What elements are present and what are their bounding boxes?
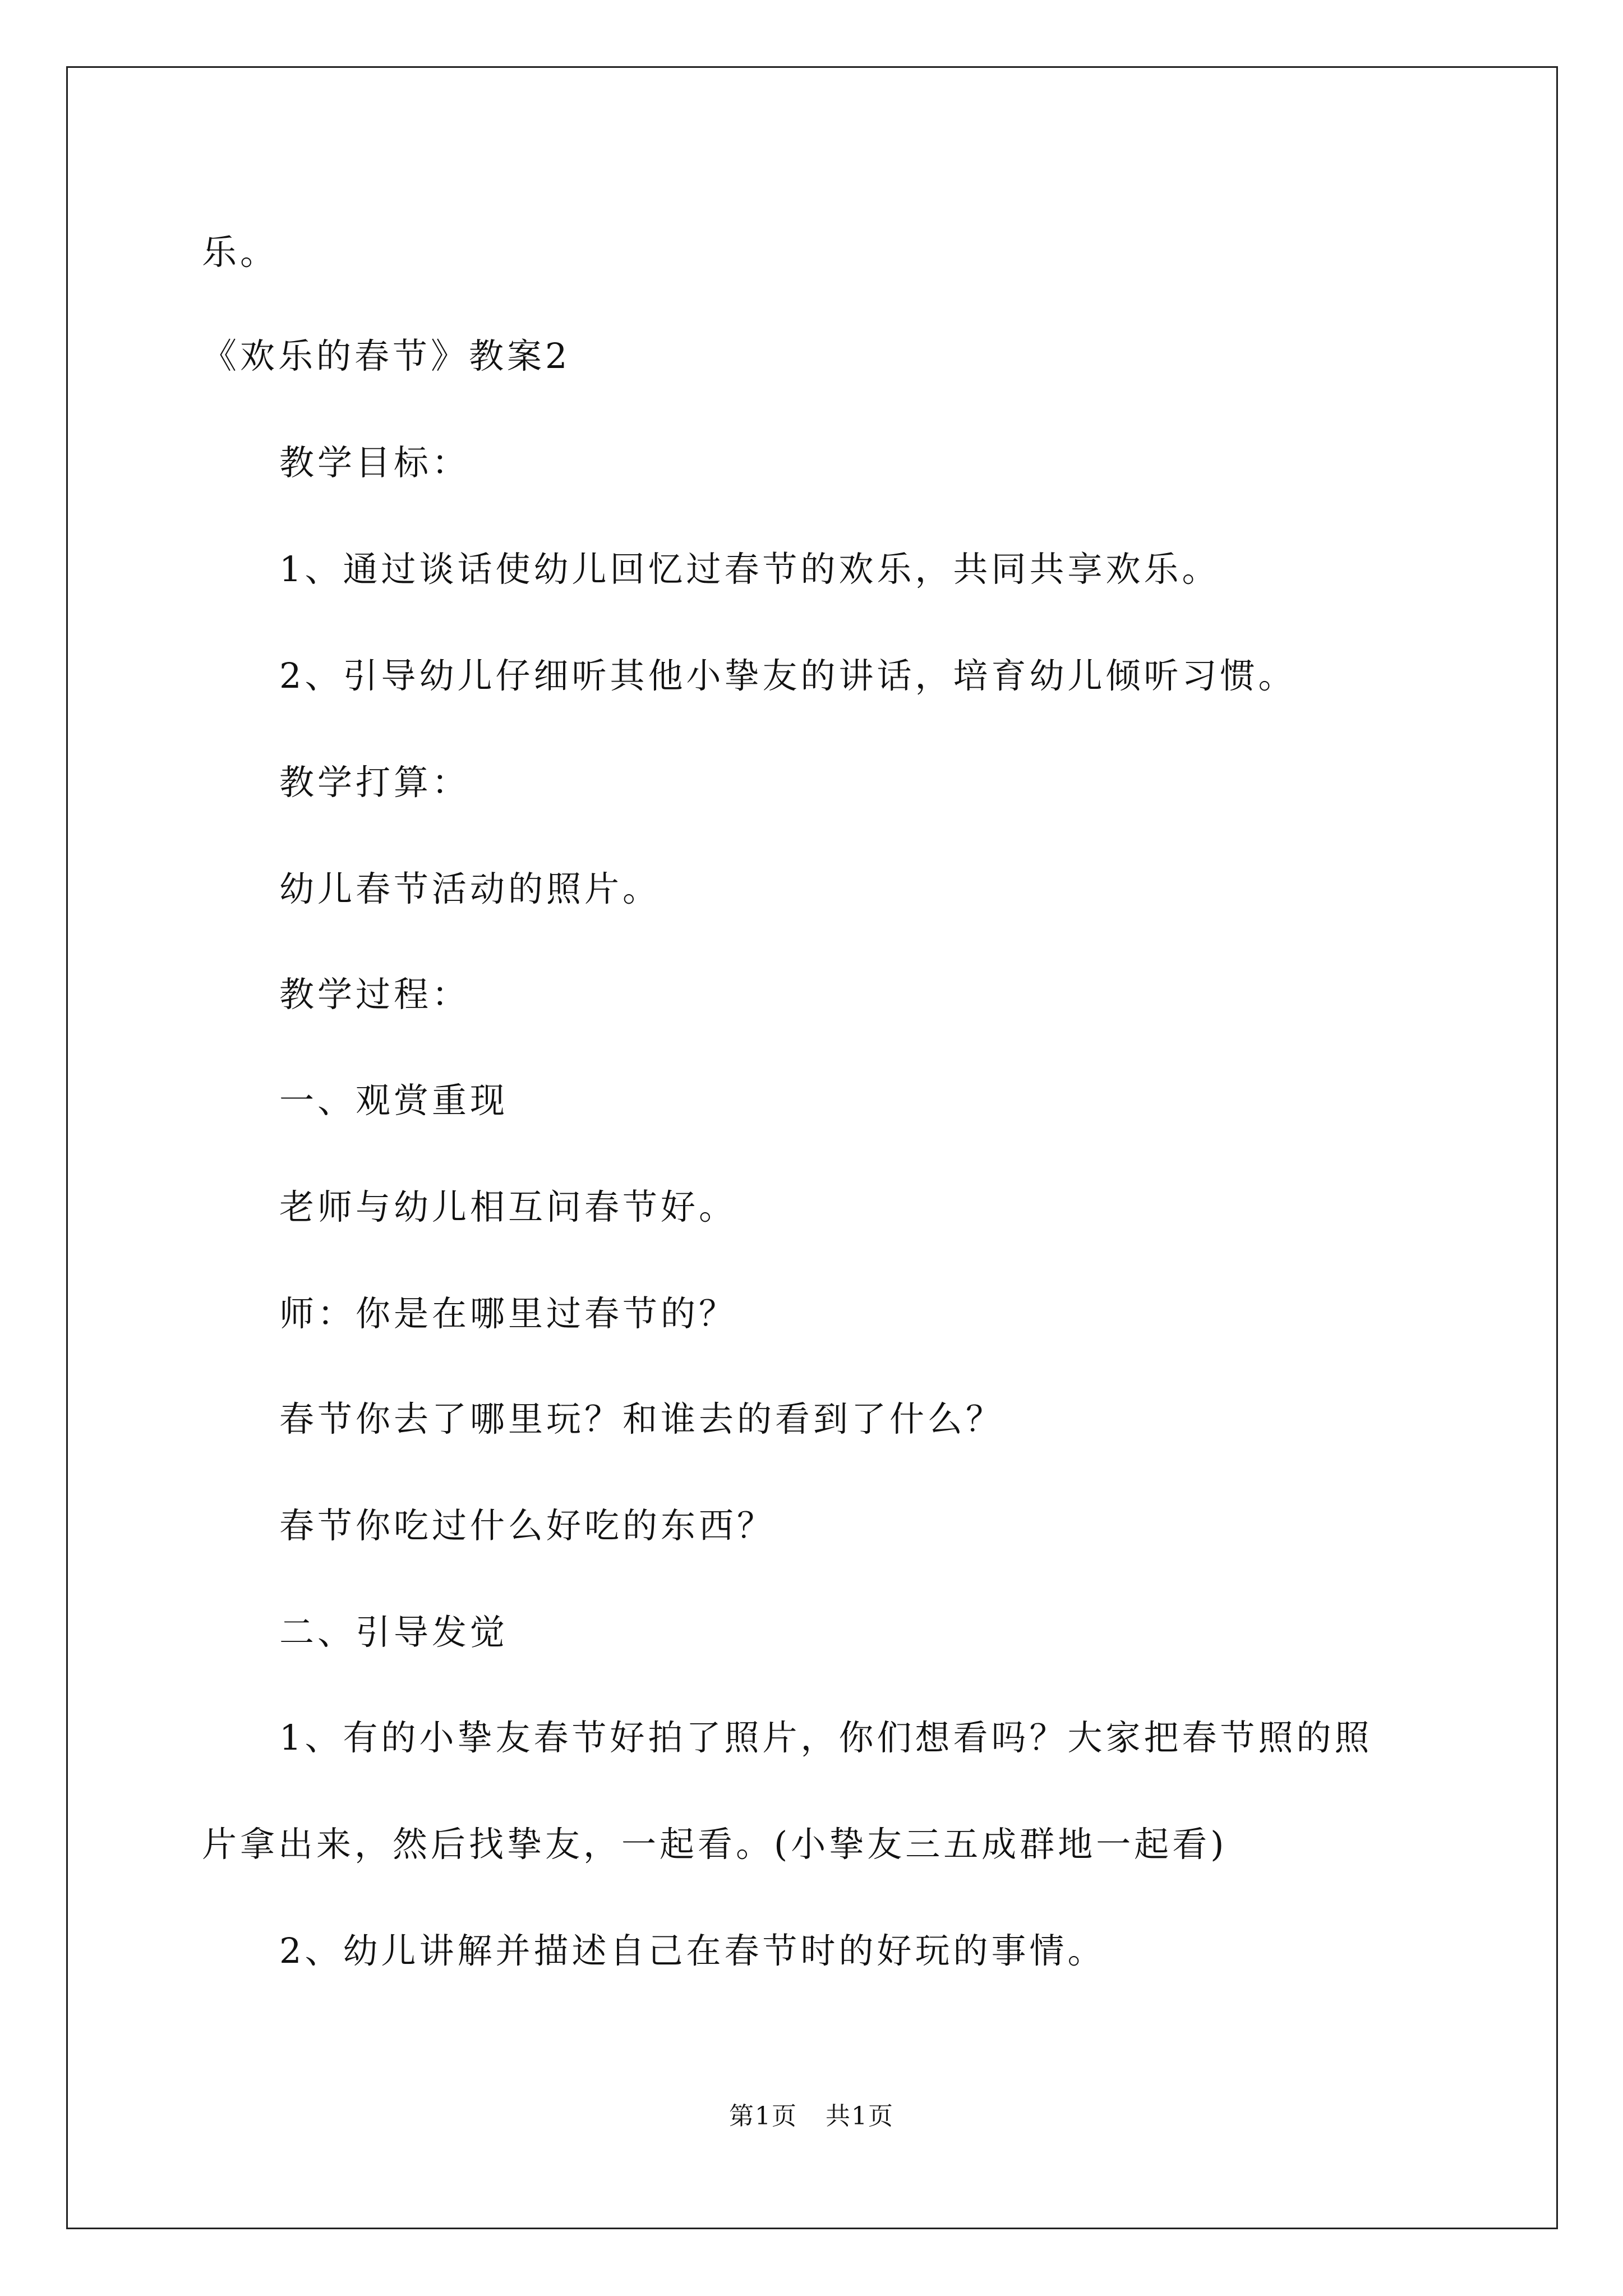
- paragraph: 2、幼儿讲解并描述自己在春节时的好玩的事情。: [279, 1930, 1106, 1971]
- page-number: 第1页: [729, 2102, 797, 2131]
- paragraph: 春节你去了哪里玩？和谁去的看到了什么？: [279, 1398, 1004, 1439]
- page-total: 共1页: [826, 2102, 894, 2131]
- heading-teaching-prep: 教学打算：: [279, 762, 471, 803]
- paragraph: 春节你吃过什么好吃的东西？: [279, 1505, 776, 1546]
- paragraph: 1、有的小挚友春节好拍了照片，你们想看吗？大家把春节照的照: [279, 1717, 1373, 1758]
- heading-teaching-goals: 教学目标：: [279, 442, 471, 483]
- process-step-1-title: 一、观赏重现: [279, 1080, 509, 1121]
- paragraph: 师：你是在哪里过春节的？: [279, 1293, 737, 1334]
- section-title: 《欢乐的春节》教案2: [202, 335, 571, 376]
- paragraph-continuation: 片拿出来，然后找挚友，一起看。(小挚友三五成群地一起看): [202, 1824, 1228, 1865]
- heading-teaching-process: 教学过程：: [279, 974, 471, 1015]
- page-footer: [0, 2101, 1623, 2132]
- goal-item-1: 1、通过谈话使幼儿回忆过春节的欢乐，共同共享欢乐。: [279, 549, 1220, 590]
- goal-item-2: 2、引导幼儿仔细听其他小挚友的讲话，培育幼儿倾听习惯。: [279, 655, 1297, 696]
- paragraph: 老师与幼儿相互问春节好。: [279, 1186, 737, 1227]
- text-line-continuation: 乐。: [202, 232, 279, 273]
- page-border: [66, 66, 1558, 2229]
- process-step-2-title: 二、引导发觉: [279, 1612, 509, 1653]
- prep-item: 幼儿春节活动的照片。: [279, 868, 661, 909]
